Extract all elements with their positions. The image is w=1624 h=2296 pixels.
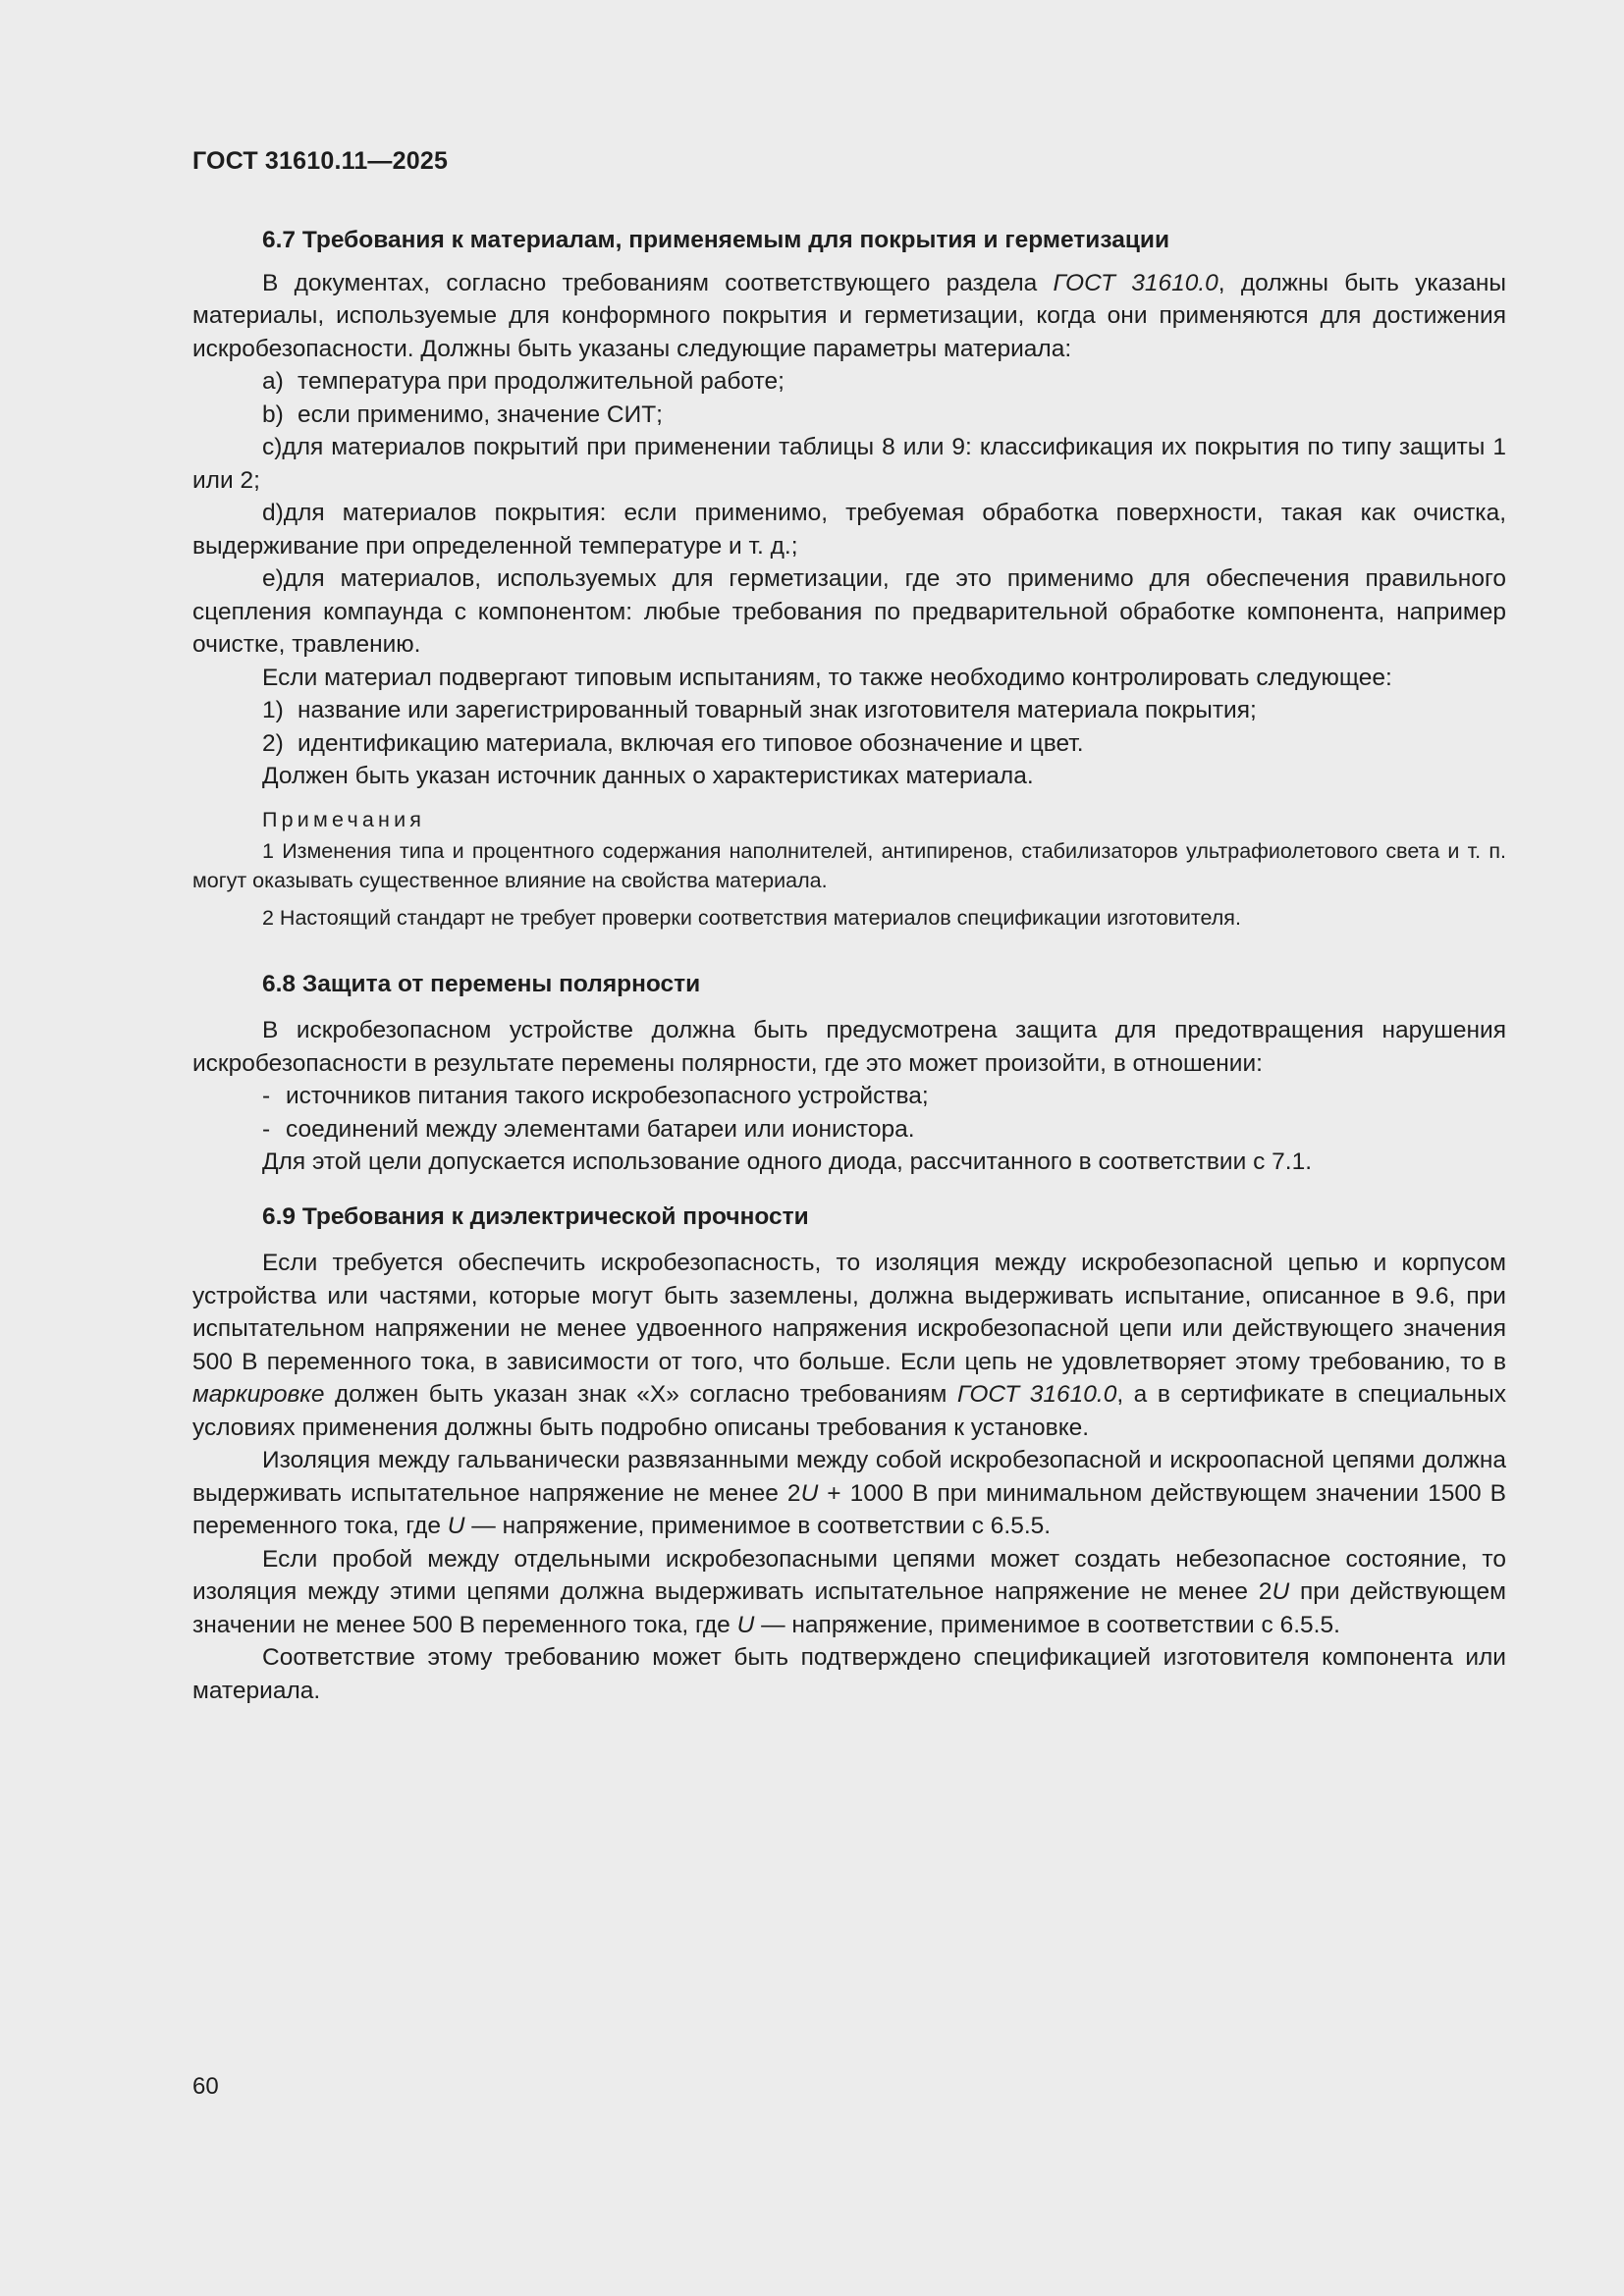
note-1: 1 Изменения типа и процентного содержания наполнителей, антипиренов, стабилизаторов ультрафиолетового света и т. п. могут оказывать существенное влияние на свойства материала. <box>192 838 1506 892</box>
intro-reference: ГОСТ 31610.0 <box>1053 269 1218 296</box>
text-run: Если требуется обеспечить искробезопасность, то изоляция между искробезопасной цепью и корпусом устройства или частями, которые могут быть заземлены, должна выдерживать испытание, описанное в 9.6, при испытательном напряжении не менее удвоенного напряжения искробезопасной цепи или действующего значения 500 В переменного тока, в зависимости от того, что больше. Если цепь не удовлетворяет этому требованию, то в <box>192 1250 1506 1375</box>
source-paragraph: Должен быть указан источник данных о характеристиках материала. <box>262 763 1034 789</box>
list-marker: 1) <box>262 697 284 723</box>
list-marker: d) <box>262 500 284 526</box>
text-run: + 1000 В при минимальном действующем значении 1500 В переменного тока, где <box>192 1479 1506 1539</box>
list-item <box>192 497 1506 562</box>
section-6-7-intro <box>192 267 1506 366</box>
text-run: — напряжение, применимое в соответствии с 6.5.5. <box>754 1611 1340 1638</box>
list-marker: e) <box>262 565 284 592</box>
text-run: — напряжение, применимое в соответствии с 6.5.5. <box>464 1513 1052 1539</box>
list-item <box>192 365 1506 399</box>
list-item-text: для материалов покрытия: если применимо, требуемая обработка поверхности, такая как очистка, выдерживание при определенной температуре и т. д.; <box>192 500 1506 560</box>
emphasis-marking: маркировке <box>192 1381 325 1408</box>
list-item-text: температура при продолжительной работе; <box>298 368 785 395</box>
document-header: ГОСТ 31610.11—2025 <box>192 147 449 175</box>
section-6-8-title: 6.8 Защита от перемены полярности <box>262 970 701 997</box>
section-6-8-closing: Для этой цели допускается использование одного диода, рассчитанного в соответствии с 7.1. <box>262 1148 1313 1175</box>
list-item-text: для материалов, используемых для герметизации, где это применимо для обеспечения правильного сцепления компаунда с компонентом: любые требования по предварительной обработке компонента, например очистке, травлению. <box>192 565 1506 658</box>
list-marker: b) <box>262 400 284 428</box>
symbol-u: U <box>800 1479 819 1507</box>
intro-text-1: В документах, согласно требованиям соответствующего раздела <box>262 269 1054 296</box>
type-test-paragraph: Если материал подвергают типовым испытаниям, то также необходимо контролировать следующее: <box>262 664 1392 691</box>
text-run: Если пробой между отдельными искробезопасными цепями может создать небезопасное состояние, то изоляция между этими цепями должна выдерживать испытательное напряжение не менее 2 <box>192 1545 1506 1605</box>
section-6-9-paragraph-1 <box>192 1247 1506 1444</box>
section-6-9-paragraph-3 <box>192 1543 1506 1642</box>
list-item-text: для материалов покрытий при применении таблицы 8 или 9: классификация их покрытия по типу защиты 1 или 2; <box>192 434 1506 494</box>
section-6-8-paragraph: В искробезопасном устройстве должна быть предусмотрена защита для предотвращения нарушения искробезопасности в результате перемены полярности, где это может произойти, в отношении: <box>192 1017 1506 1077</box>
list-item-text: источников питания такого искробезопасного устройства; <box>286 1083 929 1109</box>
page-number: 60 <box>192 2073 219 2100</box>
list-item <box>192 1113 1506 1147</box>
list-item <box>192 727 1506 761</box>
text-run: должен быть указан знак «X» согласно требованиям <box>324 1381 957 1408</box>
symbol-u: U <box>447 1513 465 1539</box>
list-item <box>192 431 1506 497</box>
text-run: Изоляция между гальванически развязанными между собой искробезопасной и искроопасной цепями должна выдерживать испытательное напряжение не менее 2 <box>192 1447 1506 1507</box>
list-item-text: соединений между элементами батареи или ионистора. <box>286 1115 915 1143</box>
notes-title: Примечания <box>262 807 426 831</box>
section-6-7-title: 6.7 Требования к материалам, применяемым для покрытия и герметизации <box>262 227 1170 253</box>
section-6-9-paragraph-4: Соответствие этому требованию может быть подтверждено спецификацией изготовителя компонента или материала. <box>192 1644 1506 1704</box>
list-item <box>192 1080 1506 1113</box>
list-item-text: название или зарегистрированный товарный знак изготовителя материала покрытия; <box>298 697 1257 723</box>
symbol-u: U <box>1272 1578 1290 1605</box>
list-marker: 2) <box>262 729 284 757</box>
list-item <box>192 694 1506 727</box>
list-marker: c) <box>262 434 283 460</box>
note-2: 2 Настоящий стандарт не требует проверки соответствия материалов спецификации изготовителя. <box>262 905 1241 930</box>
list-item-text: идентификацию материала, включая его типовое обозначение и цвет. <box>298 729 1084 757</box>
text-run: при действующем значении не менее 500 В переменного тока, где <box>192 1578 1506 1638</box>
list-item <box>192 562 1506 662</box>
section-6-9-title: 6.9 Требования к диэлектрической прочности <box>262 1202 809 1230</box>
symbol-u: U <box>736 1611 755 1638</box>
text-run: , а в сертификате в специальных условиях применения должны быть подробно описаны требования к установке. <box>192 1381 1506 1441</box>
section-6-9-paragraph-2 <box>192 1444 1506 1543</box>
list-marker: - <box>262 1115 271 1143</box>
list-marker: a) <box>262 368 284 395</box>
list-marker: - <box>262 1083 271 1109</box>
intro-text-2: , должны быть указаны материалы, используемые для конформного покрытия и герметизации, когда они применяются для достижения искробезопасности. Должны быть указаны следующие параметры материала: <box>192 269 1507 362</box>
list-item <box>192 399 1506 432</box>
reference-gost: ГОСТ 31610.0 <box>956 1381 1117 1408</box>
list-item-text: если применимо, значение СИТ; <box>298 400 663 428</box>
page-content <box>192 224 1506 1707</box>
